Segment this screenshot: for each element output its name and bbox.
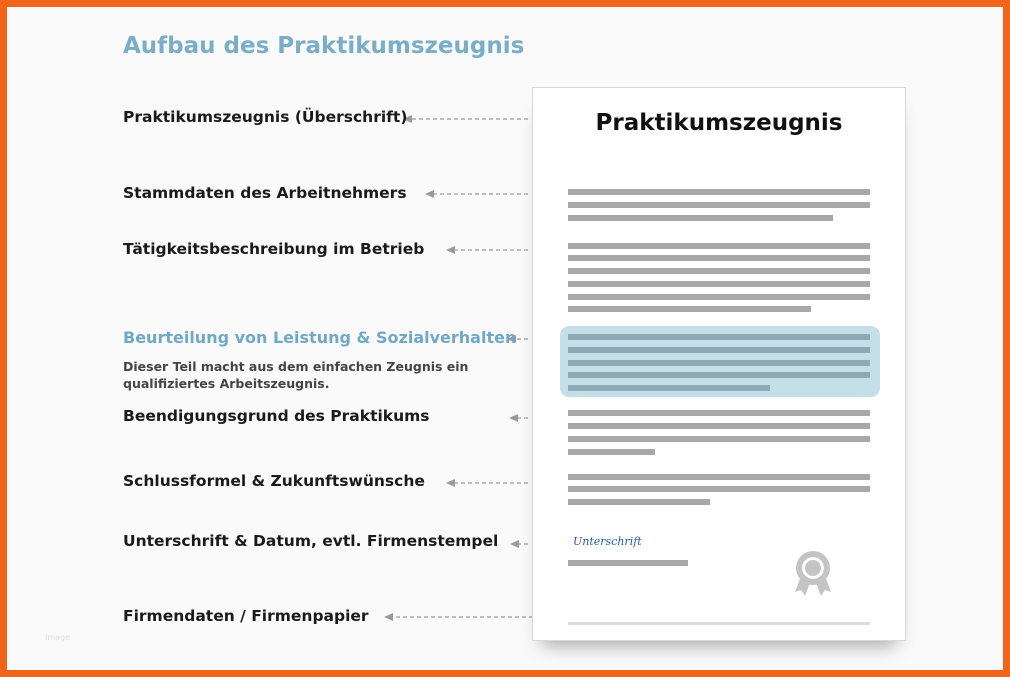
label-closing-formula: Schlussformel & Zukunftswünsche — [123, 472, 425, 490]
text-line — [568, 255, 870, 261]
text-line — [568, 410, 870, 416]
label-company-data: Firmendaten / Firmenpapier — [123, 607, 369, 625]
text-line — [568, 294, 870, 300]
text-line-highlighted — [568, 334, 870, 340]
text-line — [568, 499, 710, 505]
text-line — [568, 474, 870, 480]
certificate-document — [532, 87, 906, 641]
label-assessment: Beurteilung von Leistung & Sozialverhalten — [123, 328, 517, 347]
label-heading: Praktikumszeugnis (Überschrift) — [123, 108, 408, 126]
signature-line — [568, 560, 688, 566]
text-line — [568, 281, 870, 287]
text-line — [568, 243, 870, 249]
assessment-description: Dieser Teil macht aus dem einfachen Zeugnis ein qualifiziertes Arbeitszeugnis. — [123, 359, 469, 391]
text-line — [568, 486, 870, 492]
text-line — [568, 436, 870, 442]
text-line — [568, 449, 655, 455]
footer-line — [568, 622, 870, 625]
text-line — [568, 268, 870, 274]
label-termination-reason: Beendigungsgrund des Praktikums — [123, 407, 430, 425]
text-line — [568, 189, 870, 195]
signature: Unterschrift — [573, 535, 642, 548]
watermark: Image — [45, 633, 71, 642]
text-line-highlighted — [568, 372, 870, 378]
label-employee-data: Stammdaten des Arbeitnehmers — [123, 184, 407, 202]
text-line-highlighted — [568, 347, 870, 353]
label-job-description: Tätigkeitsbeschreibung im Betrieb — [123, 240, 425, 258]
text-line — [568, 306, 811, 312]
label-signature-date: Unterschrift & Datum, evtl. Firmenstempel — [123, 532, 499, 550]
award-seal-icon — [791, 550, 835, 598]
page-title: Aufbau des Praktikumszeugnis — [123, 33, 525, 59]
text-line — [568, 202, 870, 208]
document-text-lines — [533, 88, 905, 640]
text-line-highlighted — [568, 360, 870, 366]
text-line-highlighted — [568, 385, 770, 391]
document-title: Praktikumszeugnis — [595, 110, 843, 136]
text-line — [568, 423, 870, 429]
text-line — [568, 215, 833, 221]
